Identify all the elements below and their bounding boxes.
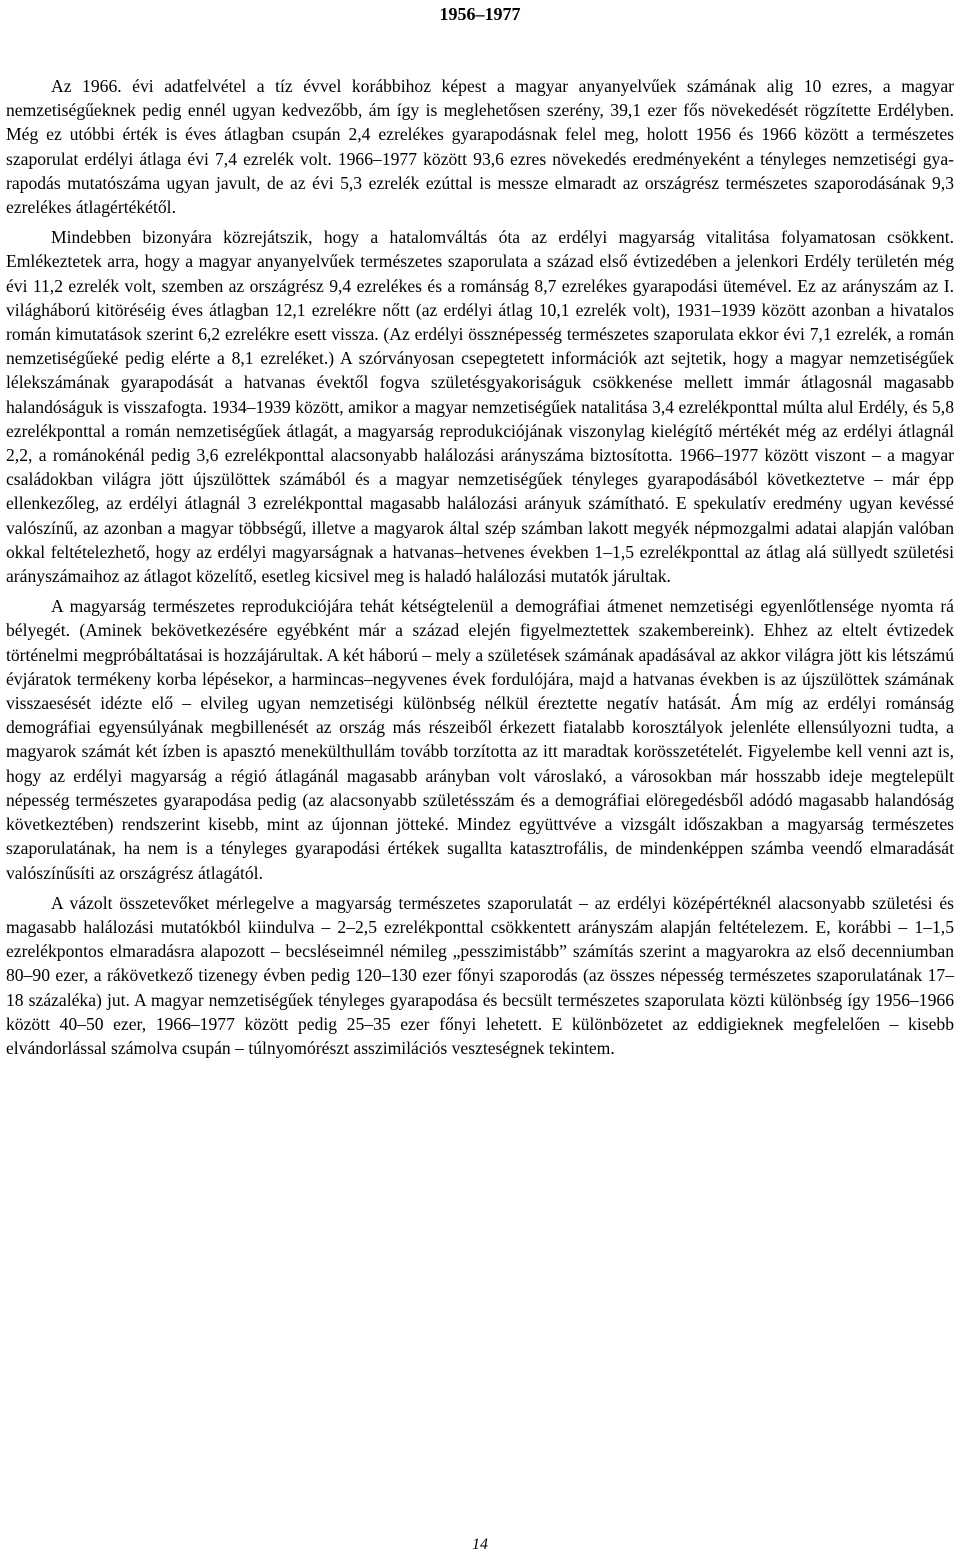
paragraph-2: Mindebben bizonyára közrejátszik, hogy a hatalomváltás óta az erdélyi magyarság vitalitása folyamatosan csökkent. Emlékeztetek arra, hogy a magyar anyanyelvűek természetes szaporulata a század első évtizedében a jelenkori Erdély területén még évi 11,2 ezrelék volt, szemben az országrész 9,4 ezrelékes és a románság 8,7 ezrelékes gyarapodási ütemével. Ez az arányszám az I. világháború kitöréséig éves átlagban 12,1 ezrelékre nőtt (az erdélyi átlag 10,1 ezrelék volt), 1931–1939 között azonban a hivatalos román kimutatások szerint 6,2 ezrelékre esett vissza. (Az erdélyi össznépesség természetes szaporulata ekkor évi 7,1 ezrelék, a román nemzetiségűeké pedig elérte a 8,1 ezreléket.) A szórványosan csepegtetett információk azt sejtetik, hogy a magyar nemzetiségűek lélekszámának gyarapodását a hatvanas évektől fogva születésgyakoriságuk csökkenése mellett immár átlagosnál magasabb halandóságuk is visszafogta. 1934–1939 között, amikor a magyar nemzetiségűek natalitása 3,4 ezrelékponttal múlta alul Erdély, és 5,8 ezrelékponttal a román nemzetiségűek átlagát, a magyarság reprodukciójának viszonylag kielégítő mértékét még az erdélyi átlagnál 2,2, a románokénál pedig 3,6 ezrelékponttal alacsonyabb halálozási arányszáma biztosította. 1966–1977 között viszont – a magyar családokban világra jött újszülöttek számából és a magyar nemzetiségűek tényleges gyarapodásából következtetve – már épp ellenkezőleg, az erdélyi átlagnál 3 ezrelékponttal magasabb halálozási arányuk számítható. E spekulatív eredmény ugyan kevéssé valószínű, az azonban a magyar többségű, illetve a magyarok által szép számban lakott megyék népmozgalmi adatai alapján valóban okkal feltételezhető, hogy az erdélyi magyarságnak a hatvanas–hetvenes években 1–1,5 ezrelékponttal az átlag alá süllyedt születési arányszámaihoz az átlagot közelítő, esetleg kicsivel meg is haladó halálozási mutatók járultak. bbox=[6, 227, 954, 587]
paragraph-4: A vázolt összetevőket mérlegelve a magyarság természetes szaporulatát – az erdélyi középértéknél alacsonyabb születési és magasabb halálozási mutatókból kiindulva – 2–2,5 ezrelékponttal csökkentett arányszám alapján feltételezem. E, korábbi – 1–1,5 ezrelékpontos elmaradásra alapozott – becsléseimnél némileg „pesszimistább” számítás szerint a magyarokra az első decenniumban 80–90 ezer, a rákövetkező tizenegy évben pedig 120–130 ezer főnyi szaporodás (az összes népesség természetes szaporulatának 17–18 százaléka) jut. A magyar nemzetiségűek tényleges gyarapodása és becsült természetes szaporulata közti különbség így 1956–1966 között 40–50 ezer, 1966–1977 között pedig 25–35 ezer főnyi lehetett. E különbözetet az eddigieknek megfelelően – kisebb elvándorlással számolva csupán – túlnyomórészt asszimilációs veszteségnek tekintem. bbox=[6, 892, 954, 1058]
paragraph-1: Az 1966. évi adatfelvétel a tíz évvel korábbihoz képest a magyar anyanyelvűek számának alig 10 ezres, a magyar nemzetiségűeknek pedig ennél ugyan kedvezőbb, ám így is meglehetősen szerény, 39,1 ezer fős növekedését rögzítette Erdélyben. Még ez utóbbi érték is éves átlagban csupán 2,4 ezrelékes gyarapodásnak felel meg, holott 1956 és 1966 között a természetes szaporulat erdélyi átlaga évi 7,4 ezrelék volt. 1966–1977 között 93,6 ezres növekedés eredményeként a tényleges nemzetiségi gyarapodás mutatószáma ugyan javult, de az évi 5,3 ezrelék ezúttal is messze elmaradt az országrész természetes szaporodásának 9,3 ezrelékes átlagértékétől. bbox=[6, 76, 954, 218]
running-header: 1956–1977 bbox=[439, 4, 521, 24]
page-number: 14 bbox=[472, 1536, 488, 1553]
body-text bbox=[6, 74, 954, 1066]
paragraph-3: A magyarság természetes reprodukciójára tehát kétségtelenül a demográfiai átmenet nemzetiségi egyenlőtlensége nyomta rá bélyegét. (Aminek bekövetkezésére egyébként már a század elején figyelmeztettek szakembereink). Ehhez az eltelt évtizedek történelmi megpróbáltatásai is hozzájárultak. A két háború – mely a születések számának apadásával az akkor világra jött kis létszámú évjáratok termékeny korba lépésekor, a harmincas–negyvenes évek fordulójára, majd a hatvanas években is az újszülöttek számának visszaesését idézte elő – elvileg ugyan nemzetiségi különbség nélkül éreztette negatív hatását. Ám míg az erdélyi románság demográfiai egyensúlyának megbillenését az ország más részeiből érkezett fiatalabb korosztályok jelenléte ellensúlyozni tudta, a magyarok számát két ízben is apasztó menekülthullám tovább torzította az itt maradtak korösszetételét. Figyelembe kell venni azt is, hogy az erdélyi magyarság a régió átlagánál magasabb arányban volt városlakó, a városokban már hosszabb ideje megtelepült népesség természetes gyarapodása pedig (az alacsonyabb születésszám és a demográfiai elöregedésből adódó magasabb halandóság következtében) rendszerint kisebb, mint az újonnan jötteké. Mindez együttvéve a vizsgált időszakban a magyarság természetes szaporulatának, ha nem is a tényleges gyarapodási értékek sugallta katasztrofális, de mindenképpen számba veendő elmaradását valószínűsíti az országrész átlagától. bbox=[6, 596, 954, 883]
